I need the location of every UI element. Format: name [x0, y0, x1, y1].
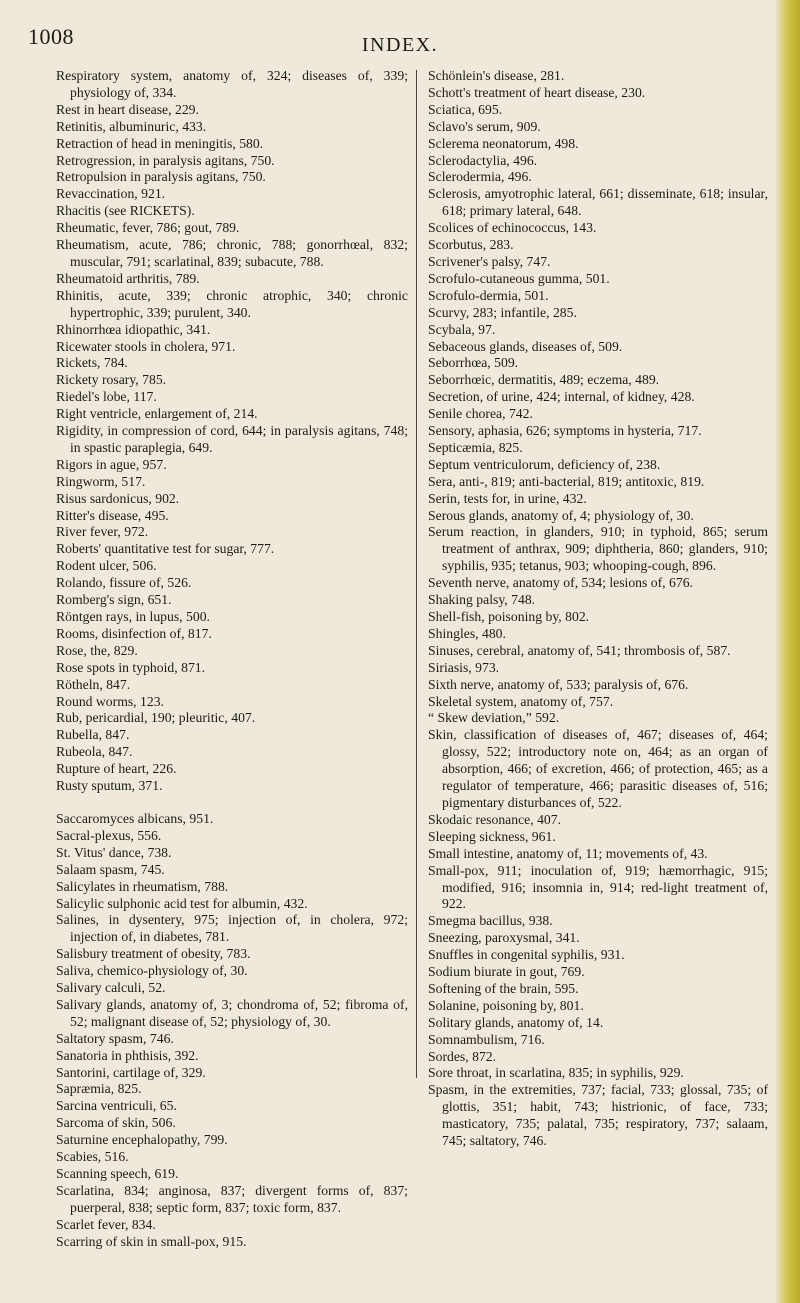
index-entry: Saccaromyces albicans, 951.: [56, 810, 214, 826]
index-entry: Salisbury treatment of obesity, 783.: [56, 946, 251, 962]
index-entry: Serin, tests for, in urine, 432.: [428, 490, 587, 506]
index-entry: Ringworm, 517.: [56, 473, 146, 489]
index-entry: Santorini, cartilage of, 329.: [56, 1064, 206, 1080]
index-entry: Rolando, fissure of, 526.: [56, 575, 192, 591]
running-head: INDEX.: [361, 34, 439, 56]
index-entry: Rubella, 847.: [56, 727, 130, 743]
index-entry: Sapræmia, 825.: [56, 1081, 142, 1097]
index-entry: Rötheln, 847.: [56, 676, 131, 692]
index-entry: Salicylic sulphonic acid test for albumin, 432.: [56, 895, 308, 911]
index-entry: Sleeping sickness, 961.: [428, 828, 556, 844]
index-entry: Salines, in dysentery, 975; injection of, in cholera, 972; injection of, in diabetes, 781.: [56, 912, 408, 945]
index-entry: St. Vitus' dance, 738.: [56, 844, 172, 860]
index-entry: Sarcina ventriculi, 65.: [56, 1098, 177, 1114]
index-entry: Saliva, chemico-physiology of, 30.: [56, 963, 248, 979]
index-entry: Sensory, aphasia, 626; symptoms in hysteria, 717.: [428, 423, 702, 439]
index-entry: Skin, classification of diseases of, 467; diseases of, 464; glossy, 522; introductory note on, 464; as an organ of absorption, 466; of excretion, 466; of protection, 465; as a regulator of temperature, 466; parasitic diseases of, 516; pigmentary disturbances of, 522.: [428, 727, 768, 810]
index-entry: Riedel's lobe, 117.: [56, 389, 157, 405]
index-entry: Spasm, in the extremities, 737; facial, 733; glossal, 735; of glottis, 351; habit, 743; histrionic, of face, 733; masticatory, 735; palatal, 735; respiratory, 737; salaam, 745; saltatory, 746.: [428, 1082, 768, 1149]
index-entry: Shell-fish, poisoning by, 802.: [428, 609, 590, 624]
index-entry: Shaking palsy, 748.: [428, 592, 536, 608]
index-entry: Septicæmia, 825.: [428, 439, 523, 455]
index-entry: Rheumatism, acute, 786; chronic, 788; gonorrhœal, 832; muscular, 791; scarlatinal, 839; subacute, 788.: [56, 237, 408, 269]
index-entry: Ritter's disease, 495.: [56, 507, 169, 523]
index-entry: Rest in heart disease, 229.: [56, 101, 199, 117]
index-entry: Scolices of echinococcus, 143.: [428, 220, 597, 236]
index-entry: Small intestine, anatomy of, 11; movements of, 43.: [428, 845, 708, 861]
index-entry: Sclerodactylia, 496.: [428, 152, 538, 168]
index-entry: Serum reaction, in glanders, 910; in typhoid, 865; serum treatment of anthrax, 909; diphtheria, 860; glanders, 910; syphilis, 935; tetanus, 903; whooping-cough, 896.: [428, 524, 768, 574]
index-entry: Rose spots in typhoid, 871.: [56, 659, 206, 675]
index-entry: Scarlet fever, 834.: [56, 1216, 156, 1232]
index-entry: Sinuses, cerebral, anatomy of, 541; thrombosis of, 587.: [428, 642, 731, 658]
index-entry: Sixth nerve, anatomy of, 533; paralysis of, 676.: [428, 676, 689, 692]
index-entry: Sanatoria in phthisis, 392.: [56, 1047, 199, 1063]
index-entry: Rodent ulcer, 506.: [56, 558, 157, 574]
index-entry: Small-pox, 911; inoculation of, 919; hæmorrhagic, 915; modified, 916; insomnia in, 914; red-light treatment of, 922.: [428, 862, 768, 912]
index-entry: Revaccination, 921.: [56, 186, 166, 202]
index-entry: Retraction of head in meningitis, 580.: [56, 135, 264, 151]
index-entry: Snuffles in congenital syphilis, 931.: [428, 947, 625, 963]
index-entry: Retropulsion in paralysis agitans, 750.: [56, 169, 266, 185]
index-entry: Saturnine encephalopathy, 799.: [56, 1132, 228, 1148]
index-entry: Skeletal system, anatomy of, 757.: [428, 693, 614, 709]
index-entry: Rooms, disinfection of, 817.: [56, 625, 212, 641]
index-entry: Röntgen rays, in lupus, 500.: [56, 609, 210, 624]
index-entry: Schott's treatment of heart disease, 230.: [428, 84, 646, 100]
left-column: [56, 68, 408, 1251]
index-entry: Rubeola, 847.: [56, 744, 133, 760]
index-entry: Sore throat, in scarlatina, 835; in syphilis, 929.: [428, 1065, 684, 1081]
index-entry: Salivary glands, anatomy of, 3; chondroma of, 52; fibroma of, 52; malignant disease of, 52; physiology of, 30.: [56, 996, 408, 1029]
index-entry: Softening of the brain, 595.: [428, 980, 579, 996]
index-entry: Senile chorea, 742.: [428, 406, 533, 422]
index-entry: Skodaic resonance, 407.: [428, 811, 562, 827]
index-entry: Salaam spasm, 745.: [56, 861, 165, 877]
index-entry: Round worms, 123.: [56, 693, 164, 709]
index-entry: Sclavo's serum, 909.: [428, 118, 541, 134]
page-edge: [776, 0, 800, 1303]
index-entry: Solanine, poisoning by, 801.: [428, 997, 584, 1013]
index-entry: Schönlein's disease, 281.: [428, 68, 565, 83]
index-entry: Smegma bacillus, 938.: [428, 913, 553, 929]
index-entry: Rhinorrhœa idiopathic, 341.: [56, 321, 211, 337]
index-entry: Secretion, of urine, 424; internal, of kidney, 428.: [428, 389, 695, 405]
index-entry: Right ventricle, enlargement of, 214.: [56, 406, 258, 422]
index-entry: Rickety rosary, 785.: [56, 372, 167, 388]
index-entry: Rigidity, in compression of cord, 644; in paralysis agitans, 748; in spastic paraplegia, 649.: [56, 423, 408, 455]
index-entry: Risus sardonicus, 902.: [56, 490, 180, 506]
index-entry: Rhacitis (see RICKETS).: [56, 203, 195, 219]
index-entry: Rub, pericardial, 190; pleuritic, 407.: [56, 710, 256, 726]
index-entry: Rickets, 784.: [56, 355, 128, 371]
index-entry: Retinitis, albuminuric, 433.: [56, 118, 207, 134]
index-entry: Seborrhœic, dermatitis, 489; eczema, 489.: [428, 372, 660, 388]
index-entry: Rheumatic, fever, 786; gout, 789.: [56, 220, 240, 236]
index-entry: “ Skew deviation,” 592.: [428, 710, 560, 726]
index-entry: Scarlatina, 834; anginosa, 837; divergent forms of, 837; puerperal, 838; septic form, 837; toxic form, 837.: [56, 1182, 408, 1215]
index-entry: Rheumatoid arthritis, 789.: [56, 270, 200, 286]
right-column: [428, 68, 768, 1150]
index-entry: Sarcoma of skin, 506.: [56, 1115, 176, 1131]
index-entry: Sera, anti-, 819; anti-bacterial, 819; antitoxic, 819.: [428, 473, 705, 489]
index-entry: Septum ventriculorum, deficiency of, 238.: [428, 456, 661, 472]
index-entry: Rigors in ague, 957.: [56, 456, 167, 472]
index-entry: Salicylates in rheumatism, 788.: [56, 878, 229, 894]
index-entry: Serous glands, anatomy of, 4; physiology of, 30.: [428, 507, 694, 523]
index-entry: Sclerodermia, 496.: [428, 169, 532, 185]
index-entry: Scrofulo-cutaneous gumma, 501.: [428, 270, 610, 286]
index-entry: Scrivener's palsy, 747.: [428, 253, 551, 269]
index-entry: Romberg's sign, 651.: [56, 592, 172, 608]
index-entry: Rusty sputum, 371.: [56, 778, 163, 794]
index-entry: Retrogression, in paralysis agitans, 750.: [56, 152, 275, 168]
index-entry: Ricewater stools in cholera, 971.: [56, 338, 236, 354]
index-entry: Sneezing, paroxysmal, 341.: [428, 930, 580, 946]
index-entry: Rupture of heart, 226.: [56, 761, 177, 777]
index-entry: Sciatica, 695.: [428, 101, 503, 117]
index-entry: Sodium biurate in gout, 769.: [428, 964, 585, 980]
index-entry: Scorbutus, 283.: [428, 237, 514, 253]
index-entry: Scrofulo-dermia, 501.: [428, 287, 549, 303]
index-entry: Siriasis, 973.: [428, 659, 500, 675]
index-entry: Scurvy, 283; infantile, 285.: [428, 304, 577, 320]
index-entry: Sclerosis, amyotrophic lateral, 661; disseminate, 618; insular, 618; primary lateral, 648.: [428, 186, 768, 219]
index-entry: Solitary glands, anatomy of, 14.: [428, 1014, 604, 1030]
index-entry: Scabies, 516.: [56, 1149, 129, 1165]
index-entry: Somnambulism, 716.: [428, 1031, 545, 1047]
index-entry: Seventh nerve, anatomy of, 534; lesions of, 676.: [428, 575, 693, 591]
index-entry: Scarring of skin in small-pox, 915.: [56, 1233, 247, 1249]
index-entry: Sacral-plexus, 556.: [56, 827, 162, 843]
index-entry: Saltatory spasm, 746.: [56, 1030, 174, 1046]
index-entry: Scybala, 97.: [428, 321, 496, 337]
index-entry: Respiratory system, anatomy of, 324; diseases of, 339; physiology of, 334.: [56, 68, 408, 100]
index-entry: Sordes, 872.: [428, 1048, 497, 1064]
index-entry: Seborrhœa, 509.: [428, 355, 519, 371]
index-entry: Sclerema neonatorum, 498.: [428, 135, 579, 151]
index-entry: Sebaceous glands, diseases of, 509.: [428, 338, 623, 354]
index-entry: Salivary calculi, 52.: [56, 980, 166, 996]
index-entry: River fever, 972.: [56, 524, 149, 540]
index-entry: Rose, the, 829.: [56, 642, 138, 658]
index-entry: Scanning speech, 619.: [56, 1166, 179, 1181]
index-entry: Roberts' quantitative test for sugar, 777.: [56, 541, 275, 557]
section-gap: [56, 795, 408, 811]
index-entry: Rhinitis, acute, 339; chronic atrophic, 340; chronic hypertrophic, 339; purulent, 340.: [56, 287, 408, 320]
column-divider: [416, 70, 417, 1078]
page-number: 1008: [28, 24, 74, 49]
index-entry: Shingles, 480.: [428, 625, 506, 641]
